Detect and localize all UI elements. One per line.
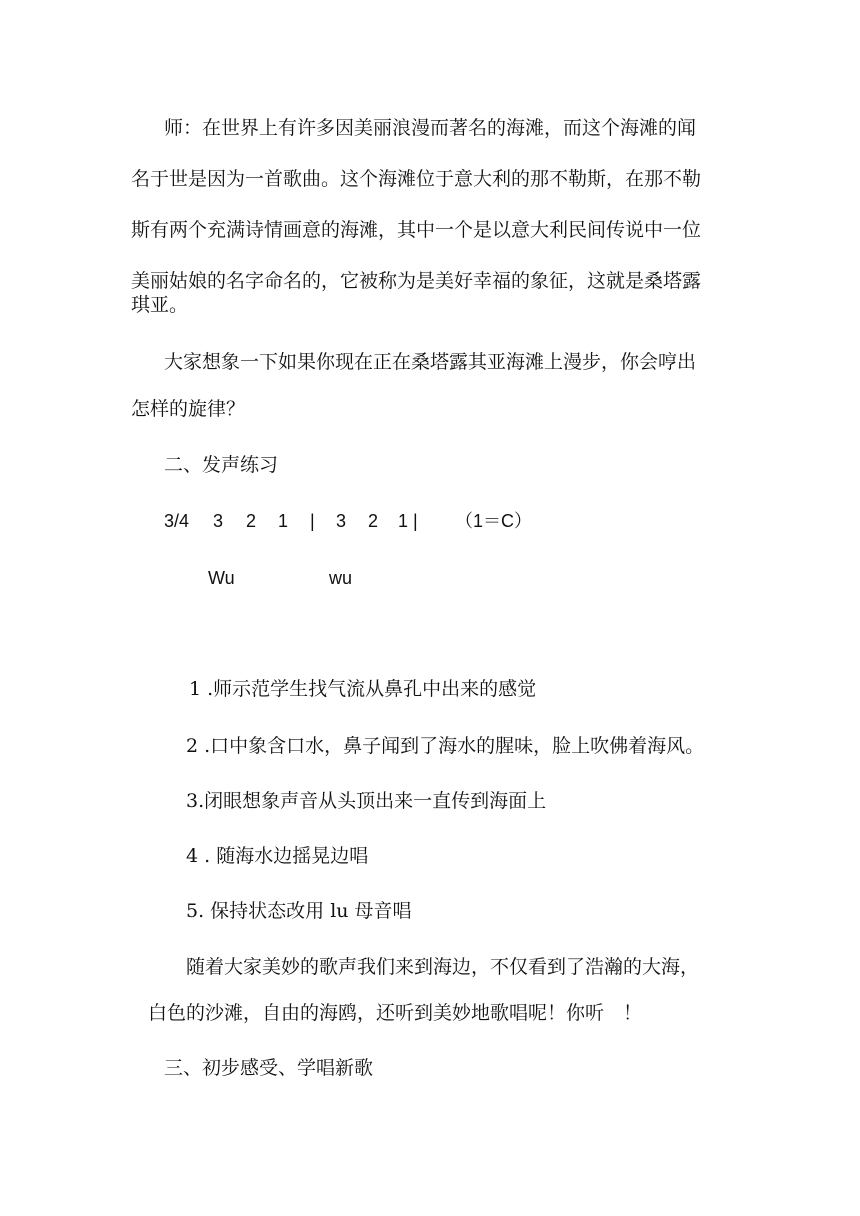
step-4: 4 . 随海水边摇晃边唱 — [186, 845, 369, 867]
paragraph2-line-2: 怎样的旋律？ — [131, 398, 246, 420]
paragraph1-line-4: 美丽姑娘的名字命名的，它被称为是美好幸福的象征，这就是桑塔露 — [131, 270, 702, 292]
paragraph3-line-1: 随着大家美妙的歌声我们来到海边，不仅看到了浩瀚的大海， — [186, 956, 700, 978]
section3-heading: 三、初步感受、学唱新歌 — [164, 1057, 374, 1079]
paragraph1-line-5: 琪亚。 — [131, 294, 189, 316]
paragraph3-line-2: 白色的沙滩，自由的海鸥，还听到美妙地歌唱呢！你听 ！ — [148, 1002, 643, 1024]
step-2: 2 .口中象含口水，鼻子闻到了海水的腥味，脸上吹佛着海风。 — [186, 735, 705, 757]
note-3: 1 — [278, 511, 289, 531]
key-signature: （1＝C） — [455, 511, 533, 531]
paragraph1-line-3: 斯有两个充满诗情画意的海滩，其中一个是以意大利民间传说中一位 — [131, 219, 702, 241]
note-6-barline: 1 | — [398, 511, 418, 531]
notation-row — [0, 509, 860, 535]
time-signature: 3/4 — [164, 511, 190, 531]
paragraph1-line-1: 师：在世界上有许多因美丽浪漫而著名的海滩，而这个海滩的闻 — [164, 117, 697, 139]
note-1: 3 — [213, 511, 224, 531]
step-5: 5. 保持状态改用 lu 母音唱 — [186, 900, 412, 922]
lyric-1: Wu — [208, 568, 235, 588]
lyrics-row — [0, 566, 860, 592]
step-1: 1 .师示范学生找气流从鼻孔中出来的感觉 — [189, 678, 537, 700]
lyric-2: wu — [329, 568, 353, 588]
barline: | — [310, 511, 315, 531]
paragraph1-line-2: 名于世是因为一首歌曲。这个海滩位于意大利的那不勒斯，在那不勒 — [131, 168, 702, 190]
note-2: 2 — [246, 511, 257, 531]
note-4: 3 — [336, 511, 347, 531]
paragraph2-line-1: 大家想象一下如果你现在正在桑塔露其亚海滩上漫步，你会哼出 — [164, 351, 697, 373]
note-5: 2 — [368, 511, 379, 531]
step-3: 3.闭眼想象声音从头顶出来一直传到海面上 — [186, 790, 547, 812]
section2-heading: 二、发声练习 — [164, 454, 279, 476]
